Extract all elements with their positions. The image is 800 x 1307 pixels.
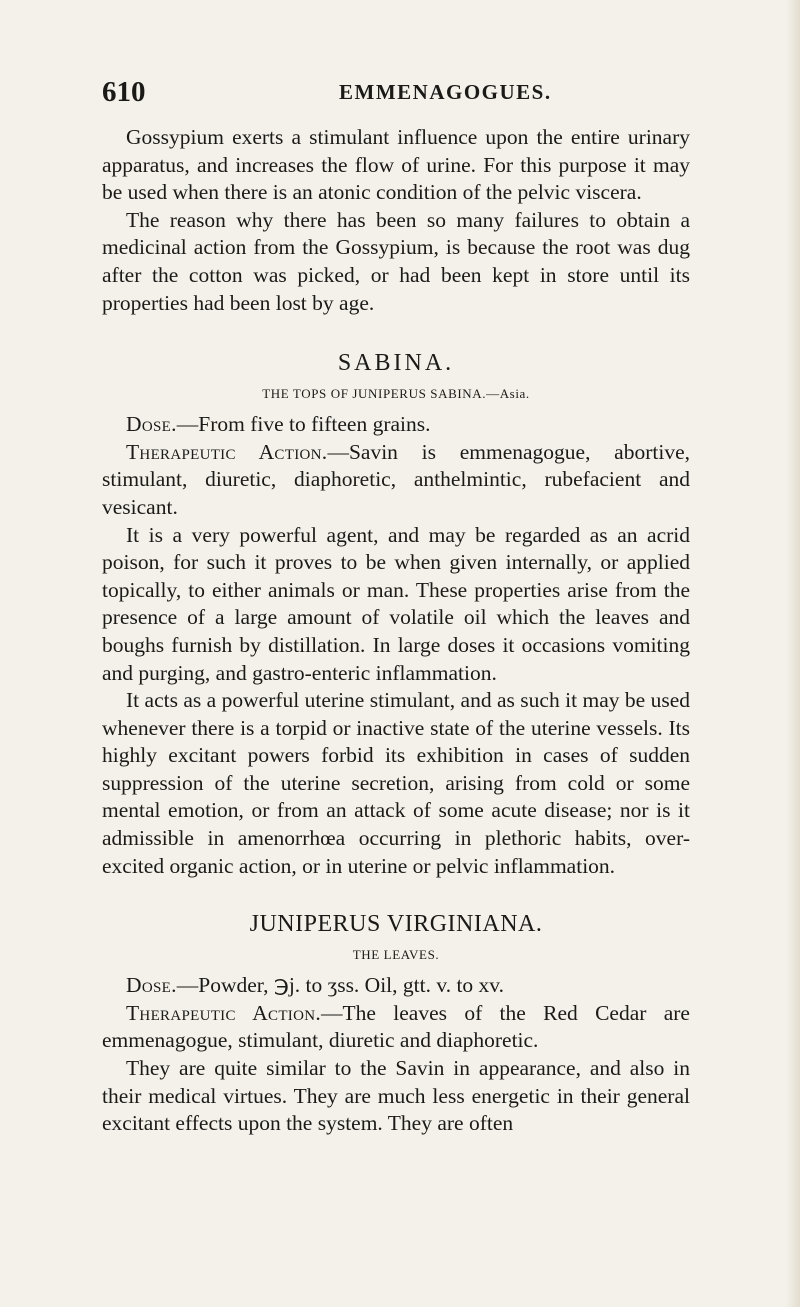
sabina-dose-label: Dose. (126, 412, 177, 437)
sabina-action-label: Therapeutic Action. (126, 439, 328, 464)
juniperus-action-text: —The leaves of the Red Cedar are emmenagogue, stimulant, diuretic and diaphoretic. (102, 1000, 690, 1053)
page-edge-shadow (786, 0, 800, 1307)
juniperus-action-label: Therapeutic Action. (126, 1000, 322, 1025)
sabina-paragraph-1: It is a very powerful agent, and may be regarded as an acrid poison, for such it proves to be when given internally, or applied topically, to either animals or man. These properties arise from the presence of a large amount of volatile oil which the leaves and boughs furnish by distillation. In large doses it occasions vomiting and purging, and gastro-enteric inflammation. (102, 522, 690, 685)
sabina-action (102, 439, 690, 522)
sabina-action-text: —Savin is emmenagogue, abortive, stimulant, diuretic, diaphoretic, anthelmintic, rubefacient and vesicant. (102, 439, 690, 519)
juniperus-action (102, 1000, 690, 1055)
juniperus-dose (102, 972, 690, 1000)
sabina-dose-text: —From five to fifteen grains. (176, 412, 431, 437)
sabina-dose (102, 411, 690, 439)
juniperus-subheading: THE LEAVES. (352, 947, 440, 963)
juniperus-heading: JUNIPERUS VIRGINIANA. (249, 911, 543, 938)
page-header (102, 76, 702, 110)
juniperus-dose-text: —Powder, ℈j. to ʒss. Oil, gtt. v. to xv. (176, 973, 505, 998)
juniperus-paragraph-1: They are quite similar to the Savin in appearance, and also in their medical virtues. They are much less energetic in their general excitant effects upon the system. They are often (102, 1056, 690, 1136)
sabina-heading: SABINA. (337, 350, 455, 377)
gossypium-paragraph-1: Gossypium exerts a stimulant influence upon the entire urinary apparatus, and increases the flow of urine. For this purpose it may be used when there is an atonic condition of the pelvic viscera. (102, 125, 690, 205)
page-body (102, 124, 690, 1138)
juniperus-dose-label: Dose. (126, 973, 177, 998)
page-number: 610 (102, 76, 146, 108)
gossypium-paragraph-2: The reason why there has been so many failures to obtain a medicinal action from the Gossypium, is because the root was dug after the cotton was picked, or had been kept in store until its properties had been lost by age. (102, 207, 690, 315)
sabina-subheading: THE TOPS OF JUNIPERUS SABINA.—Asia. (262, 386, 530, 402)
sabina-paragraph-2: It acts as a powerful uterine stimulant, and as such it may be used whenever there is a torpid or inactive state of the uterine vessels. Its highly excitant powers forbid its exhibition in cases of sudden suppression of the uterine secretion, arising from cold or some mental emotion, or from an attack of some acute disease; nor is it admissible in amenorrhœa occurring in plethoric habits, over-excited organic action, or in uterine or pelvic inflammation. (102, 688, 690, 878)
running-title: EMMENAGOGUES. (339, 80, 552, 104)
